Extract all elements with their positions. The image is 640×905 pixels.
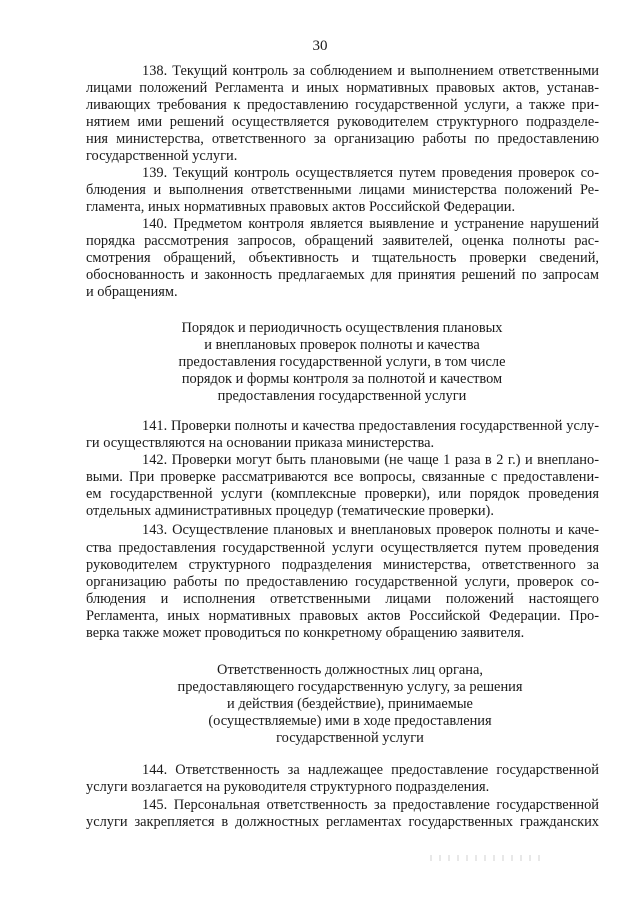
section-heading-line: Ответственность должностных лиц органа,	[217, 662, 483, 678]
section-heading-line: предоставляющего государственную услугу, за решения	[177, 679, 523, 695]
text-line: ги осуществляются на основании приказа министерства.	[86, 435, 435, 451]
section-heading-line: и действия (бездействие), принимаемые	[227, 696, 473, 712]
text-line: порядка рассмотрения запросов, обращений заявителей, оценка полноты рас-	[86, 233, 599, 249]
text-line: ства предоставления государственной услуги осуществляется путем проведения	[86, 540, 599, 556]
section-heading-line: предоставления государственной услуги	[217, 388, 467, 404]
text-line: 142. Проверки могут быть плановыми (не чаще 1 раза в 2 г.) и внеплано-	[142, 452, 599, 468]
section-heading-line: и внеплановых проверок полноты и качества	[204, 337, 480, 353]
scan-artifact	[430, 855, 540, 861]
text-line: 144. Ответственность за надлежащее предоставление государственной	[142, 762, 599, 778]
text-line: ния министерства, ответственного за организацию работы по предоставлению	[86, 131, 599, 147]
text-line: руководителем структурного подразделения министерства, ответственного за	[86, 557, 599, 573]
text-line: 138. Текущий контроль за соблюдением и выполнением ответственными	[142, 63, 599, 79]
section-heading-line: (осуществляемые) ими в ходе предоставления	[208, 713, 492, 729]
text-line: лицами положений Регламента и иных нормативных правовых актов, устанав-	[86, 80, 599, 96]
text-line: блюдения и выполнения ответственными лицами министерства положений Ре-	[86, 182, 599, 198]
section-heading-line: государственной услуги	[276, 730, 424, 746]
text-line: организацию работы по предоставлению государственной услуги, проверок со-	[86, 574, 599, 590]
text-line: услуги закрепляется в должностных регламентах государственных гражданских	[86, 814, 599, 830]
text-line: Регламента, иных нормативных правовых актов Российской Федерации. Про-	[86, 608, 599, 624]
text-line: ем государственной услуги (комплексные проверки), или порядок проведения	[86, 486, 599, 502]
text-line: 145. Персональная ответственность за предоставление государственной	[142, 797, 599, 813]
section-heading-line: предоставления государственной услуги, в том числе	[178, 354, 506, 370]
text-line: 140. Предметом контроля является выявление и устранение нарушений	[142, 216, 599, 232]
text-line: и обращениям.	[86, 284, 178, 300]
page-number: 30	[312, 38, 328, 54]
text-line: блюдения и исполнения ответственными лицами положений настоящего	[86, 591, 599, 607]
text-line: 143. Осуществление плановых и внеплановых проверок полноты и каче-	[142, 522, 599, 538]
text-line: отдельных административных процедур (тематические проверки).	[86, 503, 494, 519]
text-line: 141. Проверки полноты и качества предоставления государственной услу-	[142, 418, 599, 434]
text-line: государственной услуги.	[86, 148, 238, 164]
text-line: ливающих требования к предоставлению государственной услуги, а также при-	[86, 97, 599, 113]
text-line: гламента, иных нормативных правовых актов Российской Федерации.	[86, 199, 516, 215]
text-line: обоснованность и законность предлагаемых для принятия решений по запросам	[86, 267, 599, 283]
text-line: 139. Текущий контроль осуществляется путем проведения проверок со-	[142, 165, 599, 181]
text-line: верка также может проводиться по конкретному обращению заявителя.	[86, 625, 525, 641]
text-line: нятием ими решений осуществляется руководителем структурного подразделе-	[86, 114, 599, 130]
section-heading-line: порядок и формы контроля за полнотой и качеством	[181, 371, 503, 387]
text-line: смотрения обращений, объективность и тщательность проверки сведений,	[86, 250, 599, 266]
text-line: услуги возлагается на руководителя структурного подразделения.	[86, 779, 490, 795]
text-line: выми. При проверке рассматриваются все вопросы, связанные с предоставлени-	[86, 469, 599, 485]
section-heading-line: Порядок и периодичность осуществления плановых	[181, 320, 503, 336]
